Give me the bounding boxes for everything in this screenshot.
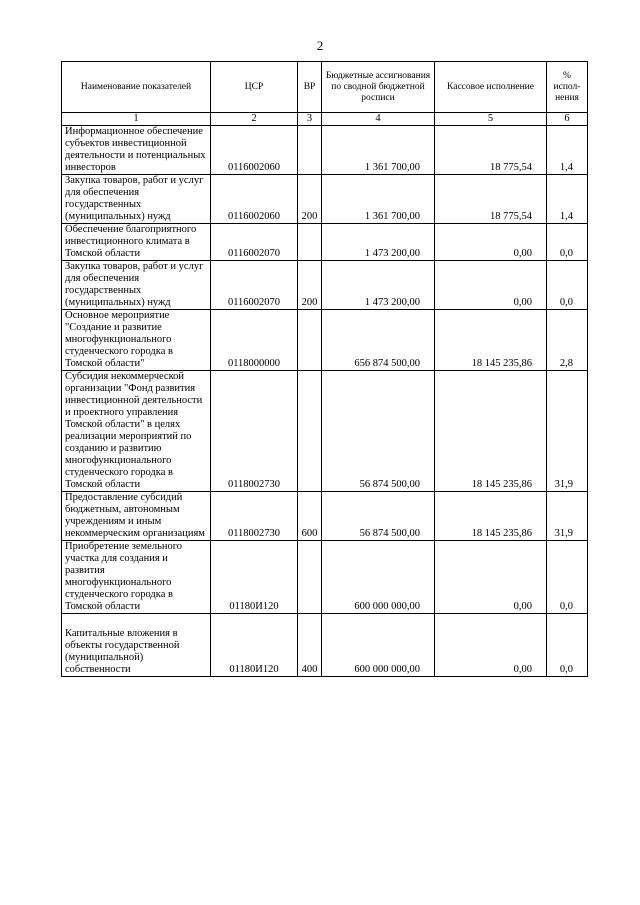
row-vr xyxy=(298,310,322,371)
row-csr: 0118002730 xyxy=(211,492,298,541)
row-cash: 18 145 235,86 xyxy=(435,310,547,371)
row-csr: 0116002060 xyxy=(211,126,298,175)
col-number: 5 xyxy=(435,113,547,126)
col-number: 3 xyxy=(298,113,322,126)
row-csr: 0116002060 xyxy=(211,175,298,224)
row-vr: 200 xyxy=(298,175,322,224)
row-pct: 1,4 xyxy=(547,126,588,175)
table-row xyxy=(62,310,588,371)
page-number: 2 xyxy=(316,38,324,53)
row-budget: 1 473 200,00 xyxy=(322,224,435,261)
row-budget: 1 473 200,00 xyxy=(322,261,435,310)
row-cash: 18 775,54 xyxy=(435,175,547,224)
col-number: 4 xyxy=(322,113,435,126)
row-name: Капитальные вложения в объекты государственной (муниципальной) собственности xyxy=(62,614,211,677)
row-name: Основное мероприятие "Создание и развитие многофункционального студенческого городка в Томской области" xyxy=(62,310,211,371)
row-budget: 56 874 500,00 xyxy=(322,492,435,541)
table-row xyxy=(62,614,588,677)
col-number: 1 xyxy=(62,113,211,126)
row-budget: 1 361 700,00 xyxy=(322,126,435,175)
table-row xyxy=(62,541,588,614)
row-vr: 200 xyxy=(298,261,322,310)
header-cash: Кассовое исполнение xyxy=(435,62,547,113)
row-pct: 31,9 xyxy=(547,492,588,541)
row-budget: 600 000 000,00 xyxy=(322,614,435,677)
row-csr: 01180И120 xyxy=(211,614,298,677)
row-vr xyxy=(298,224,322,261)
row-csr: 0118000000 xyxy=(211,310,298,371)
row-csr: 0118002730 xyxy=(211,371,298,492)
column-number-row xyxy=(62,113,588,126)
table-row xyxy=(62,371,588,492)
table-row xyxy=(62,126,588,175)
row-csr: 0116002070 xyxy=(211,261,298,310)
row-pct: 0,0 xyxy=(547,261,588,310)
row-name: Предоставление субсидий бюджетным, автономным учреждениям и иным некоммерческим организациям xyxy=(62,492,211,541)
row-budget: 1 361 700,00 xyxy=(322,175,435,224)
row-name: Приобретение земельного участка для создания и развития многофункционального студенческого городка в Томской области xyxy=(62,541,211,614)
row-cash: 18 775,54 xyxy=(435,126,547,175)
row-cash: 0,00 xyxy=(435,541,547,614)
row-name: Закупка товаров, работ и услуг для обеспечения государственных (муниципальных) нужд xyxy=(62,261,211,310)
row-pct: 0,0 xyxy=(547,614,588,677)
row-pct: 0,0 xyxy=(547,224,588,261)
header-name: Наименование показателей xyxy=(62,62,211,113)
table-row xyxy=(62,175,588,224)
row-pct: 31,9 xyxy=(547,371,588,492)
row-name: Закупка товаров, работ и услуг для обеспечения государственных (муниципальных) нужд xyxy=(62,175,211,224)
row-vr: 600 xyxy=(298,492,322,541)
col-number: 6 xyxy=(547,113,588,126)
budget-execution-table xyxy=(61,61,588,677)
row-pct: 1,4 xyxy=(547,175,588,224)
header-csr: ЦСР xyxy=(211,62,298,113)
header-vr: ВР xyxy=(298,62,322,113)
row-pct: 2,8 xyxy=(547,310,588,371)
row-budget: 656 874 500,00 xyxy=(322,310,435,371)
row-cash: 18 145 235,86 xyxy=(435,371,547,492)
row-name: Обеспечение благоприятного инвестиционного климата в Томской области xyxy=(62,224,211,261)
col-number: 2 xyxy=(211,113,298,126)
row-csr: 0116002070 xyxy=(211,224,298,261)
header-budget: Бюджетные ассигнования по сводной бюджетной росписи xyxy=(322,62,435,113)
header-row xyxy=(62,62,588,113)
table-row xyxy=(62,224,588,261)
table-row xyxy=(62,492,588,541)
row-cash: 0,00 xyxy=(435,261,547,310)
row-csr: 01180И120 xyxy=(211,541,298,614)
row-name: Информационное обеспечение субъектов инвестиционной деятельности и потенциальных инвесторов xyxy=(62,126,211,175)
table-row xyxy=(62,261,588,310)
row-name: Субсидия некоммерческой организации "Фонд развития инвестиционной деятельности и проектного управления Томской области" в целях реализации мероприятий по созданию и развитию многофункционального студенческого городка в Томской области xyxy=(62,371,211,492)
row-cash: 0,00 xyxy=(435,614,547,677)
header-pct: % испол-нения xyxy=(547,62,588,113)
row-cash: 0,00 xyxy=(435,224,547,261)
row-vr: 400 xyxy=(298,614,322,677)
row-budget: 56 874 500,00 xyxy=(322,371,435,492)
row-vr xyxy=(298,371,322,492)
row-vr xyxy=(298,541,322,614)
row-cash: 18 145 235,86 xyxy=(435,492,547,541)
row-pct: 0,0 xyxy=(547,541,588,614)
row-vr xyxy=(298,126,322,175)
row-budget: 600 000 000,00 xyxy=(322,541,435,614)
